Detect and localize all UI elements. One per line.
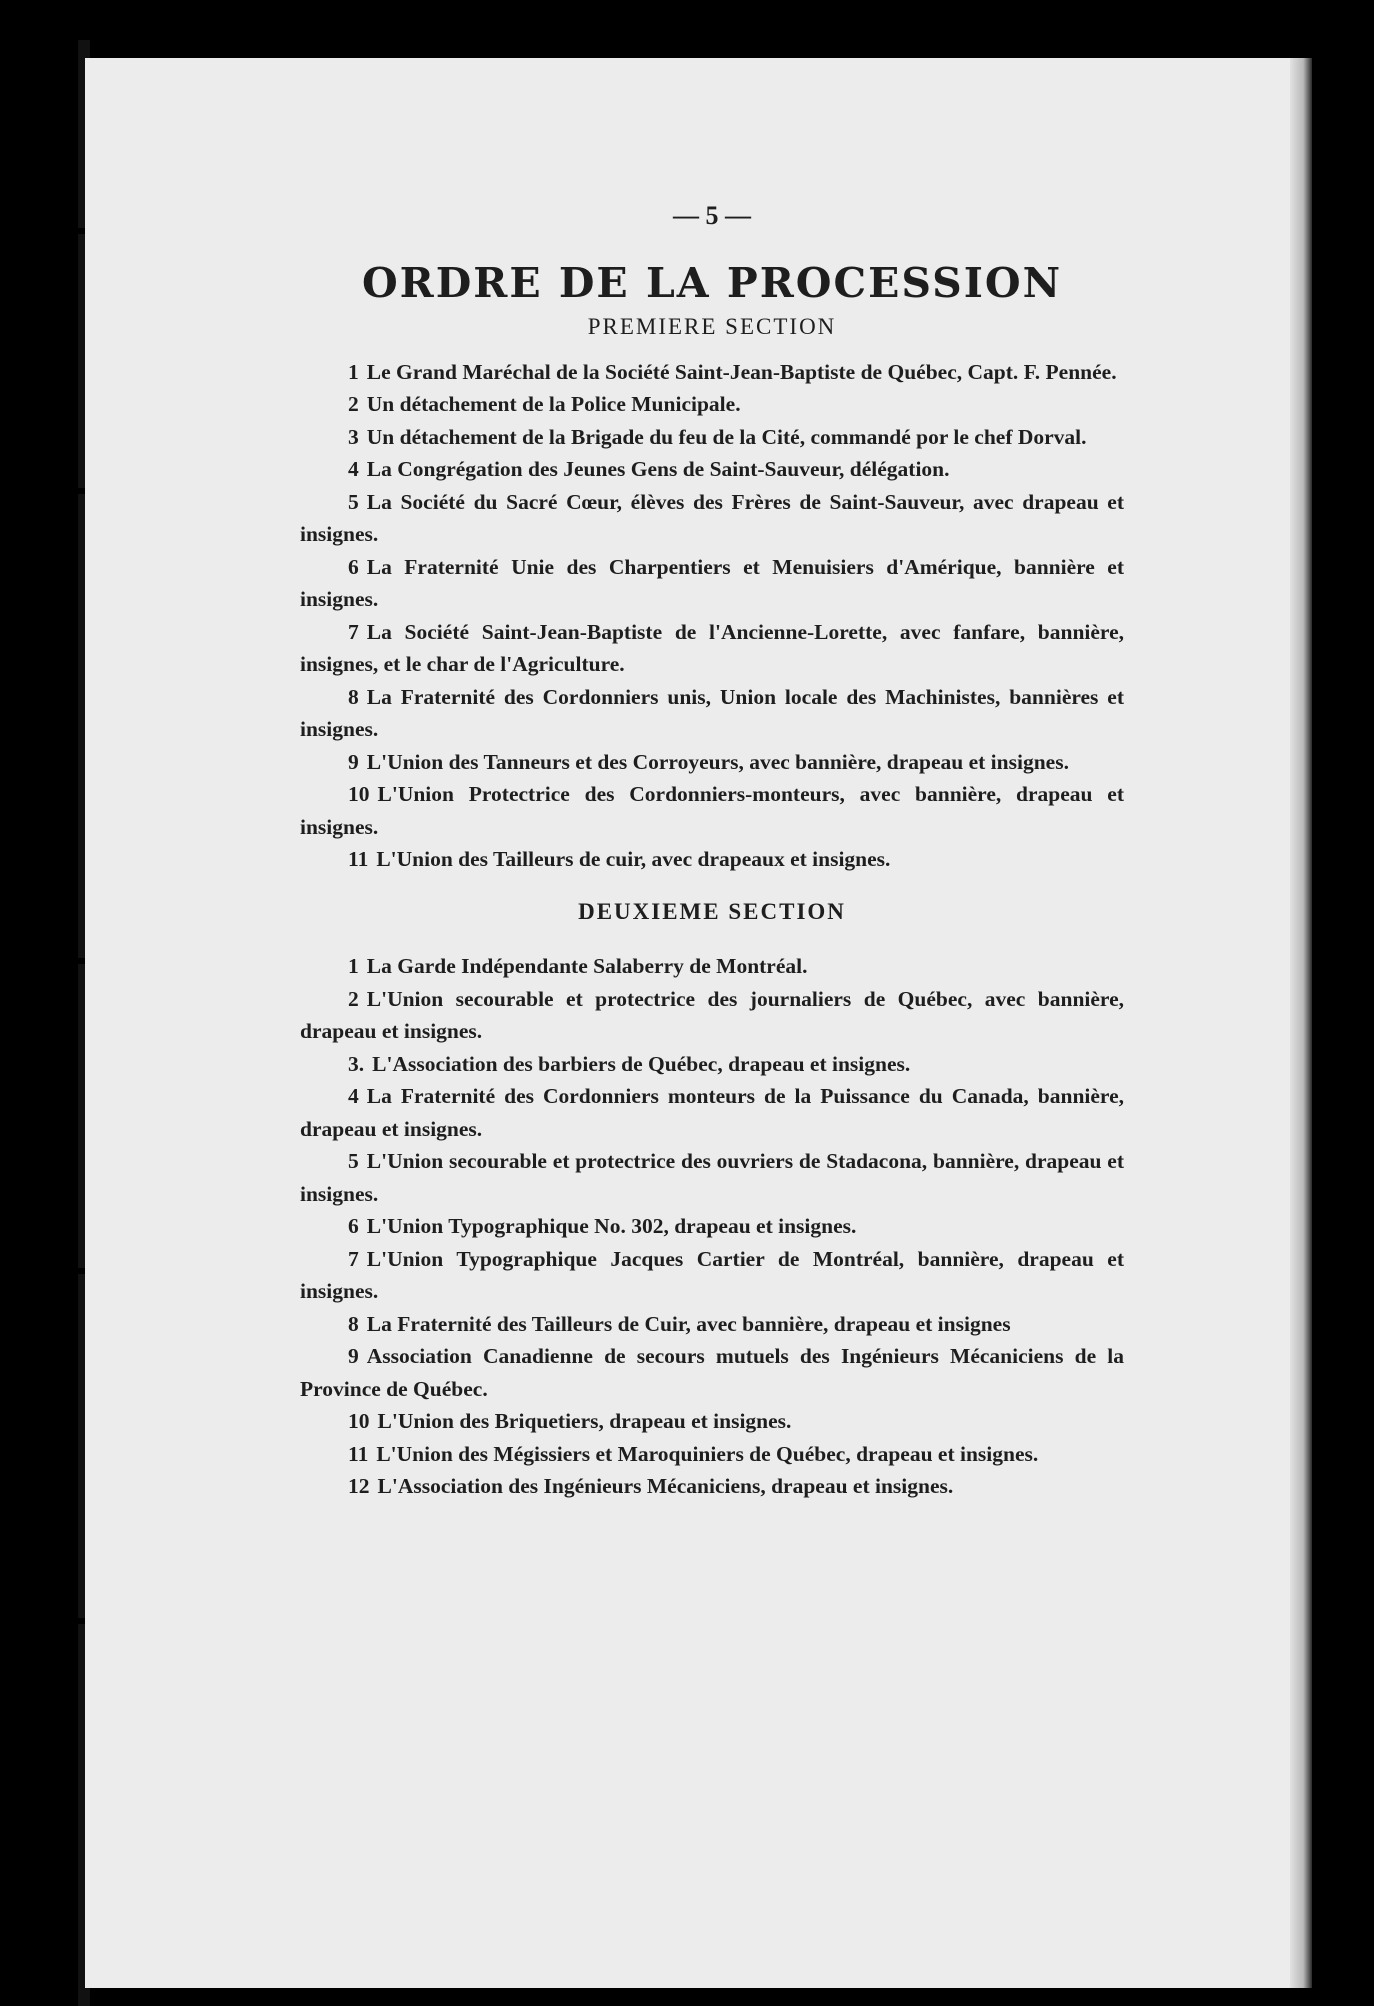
list-item: 4 La Congrégation des Jeunes Gens de Saint-Sauveur, délégation.	[348, 457, 950, 481]
document-content	[300, 200, 1124, 1503]
list-item: 4 La Fraternité des Cordonniers monteurs de la Puissance du Canada, bannière, drapeau et insignes.	[300, 1084, 1124, 1141]
list-item: 12 L'Association des Ingénieurs Mécaniciens, drapeau et insignes.	[348, 1474, 954, 1498]
list-item: 9 L'Union des Tanneurs et des Corroyeurs, avec bannière, drapeau et insignes.	[348, 749, 1069, 774]
list-item: 1 La Garde Indépendante Salaberry de Montréal.	[348, 954, 808, 978]
list-item: 6 La Fraternité Unie des Charpentiers et Menuisiers d'Amérique, bannière et insignes.	[300, 554, 1124, 611]
list-item: 2 L'Union secourable et protectrice des journaliers de Québec, avec bannière, drapeau et insignes.	[300, 986, 1124, 1043]
page-number: — 5 —	[673, 201, 751, 230]
list-item: 10 L'Union des Briquetiers, drapeau et insignes.	[348, 1409, 792, 1433]
list-item: 2 Un détachement de la Police Municipale.	[348, 392, 741, 416]
section-heading-second: DEUXIEME SECTION	[578, 898, 846, 924]
list-item: 5 La Société du Sacré Cœur, élèves des Frères de Saint-Sauveur, avec drapeau et insignes.	[300, 489, 1124, 546]
section-first-entries	[300, 356, 1124, 876]
list-item: 7 La Société Saint-Jean-Baptiste de l'Ancienne-Lorette, avec fanfare, bannière, insignes, et le char de l'Agriculture.	[300, 619, 1124, 676]
list-item: 8 La Fraternité des Cordonniers unis, Union locale des Machinistes, bannières et insignes.	[300, 684, 1124, 741]
list-item: 3 Un détachement de la Brigade du feu de la Cité, commandé por le chef Dorval.	[348, 424, 1087, 449]
page-edge	[1290, 58, 1312, 1988]
list-item: 9 Association Canadienne de secours mutuels des Ingénieurs Mécaniciens de la Province de Québec.	[300, 1344, 1124, 1401]
list-item: 11 L'Union des Tailleurs de cuir, avec drapeaux et insignes.	[348, 847, 891, 871]
list-item: 6 L'Union Typographique No. 302, drapeau et insignes.	[348, 1214, 857, 1238]
section-heading-first: PREMIERE SECTION	[587, 314, 837, 339]
page-title: ORDRE DE LA PROCESSION	[361, 258, 1063, 307]
list-item: 1 Le Grand Maréchal de la Société Saint-Jean-Baptiste de Québec, Capt. F. Pennée.	[348, 359, 1117, 384]
list-item: 7 L'Union Typographique Jacques Cartier de Montréal, bannière, drapeau et insignes.	[300, 1246, 1124, 1303]
list-item: 8 La Fraternité des Tailleurs de Cuir, avec bannière, drapeau et insignes	[348, 1311, 1011, 1336]
list-item: 10 L'Union Protectrice des Cordonniers-monteurs, avec bannière, drapeau et insignes.	[300, 782, 1124, 839]
list-item: 5 L'Union secourable et protectrice des ouvriers de Stadacona, bannière, drapeau et insignes.	[300, 1149, 1124, 1206]
list-item: 11 L'Union des Mégissiers et Maroquiniers de Québec, drapeau et insignes.	[348, 1441, 1039, 1466]
list-item: 3. L'Association des barbiers de Québec, drapeau et insignes.	[348, 1051, 911, 1076]
section-second-entries	[300, 950, 1124, 1503]
